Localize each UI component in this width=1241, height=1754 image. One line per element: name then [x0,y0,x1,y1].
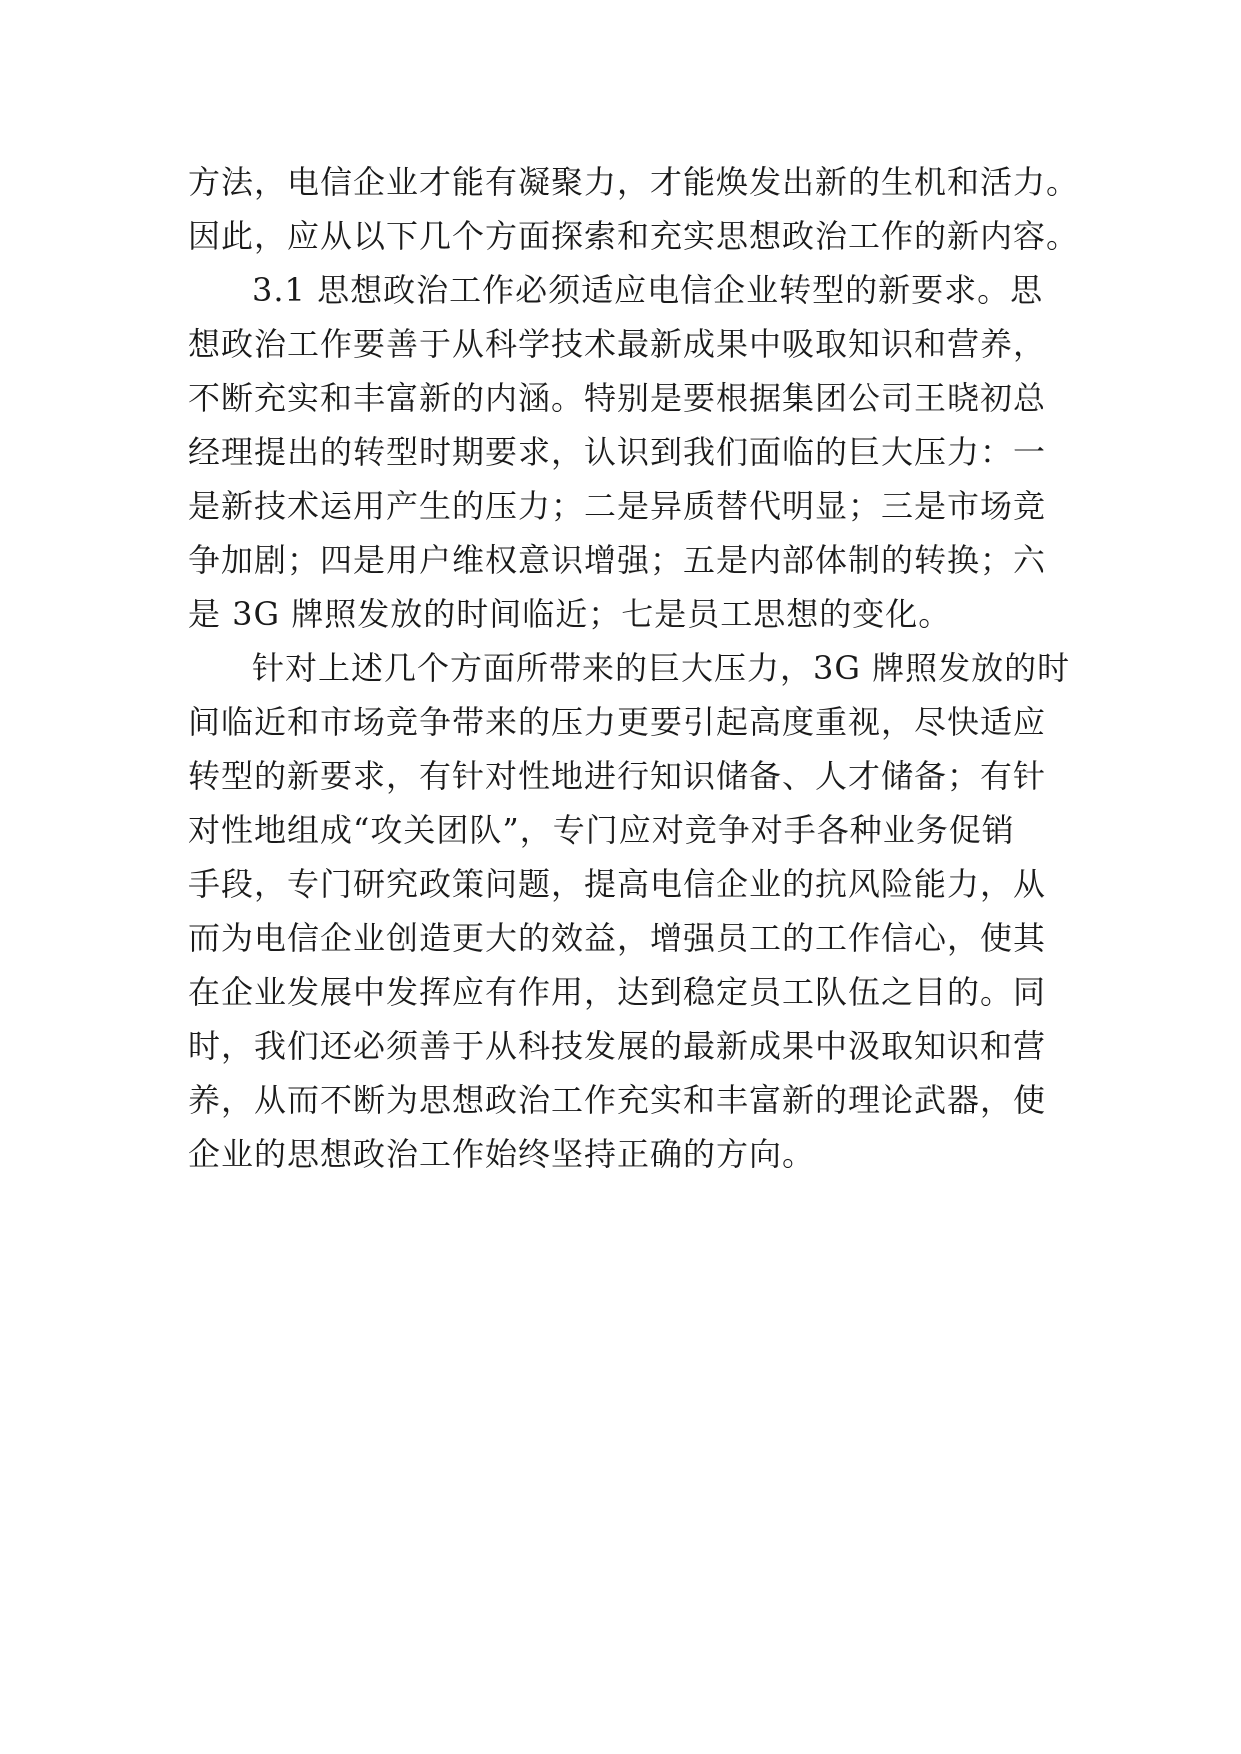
text-line: 经理提出的转型时期要求，认识到我们面临的巨大压力：一 [188,433,1047,471]
text-line: 不断充实和丰富新的内涵。特别是要根据集团公司王晓初总 [188,379,1047,417]
paragraph-start-line: 针对上述几个方面所带来的巨大压力，3G 牌照发放的时 [252,649,1071,687]
text-line: 对性地组成“攻关团队”，专门应对竞争对手各种业务促销 [188,811,1015,849]
text-line: 时，我们还必须善于从科技发展的最新成果中汲取知识和营 [188,1027,1047,1065]
text-line: 因此，应从以下几个方面探索和充实思想政治工作的新内容。 [188,217,1080,255]
text-line: 而为电信企业创造更大的效益，增强员工的工作信心，使其 [188,919,1047,957]
text-line: 手段，专门研究政策问题，提高电信企业的抗风险能力，从 [188,865,1047,903]
text-line: 想政治工作要善于从科学技术最新成果中吸取知识和营养， [188,325,1047,363]
text-line: 是新技术运用产生的压力；二是异质替代明显；三是市场竞 [188,487,1047,525]
text-line: 养，从而不断为思想政治工作充实和丰富新的理论武器，使 [188,1081,1047,1119]
text-line: 间临近和市场竞争带来的压力更要引起高度重视，尽快适应 [188,703,1047,741]
body-text [188,155,1088,1181]
text-line: 是 3G 牌照发放的时间临近；七是员工思想的变化。 [188,595,952,633]
text-line: 争加剧；四是用户维权意识增强；五是内部体制的转换；六 [188,541,1047,579]
text-line: 在企业发展中发挥应有作用，达到稳定员工队伍之目的。同 [188,973,1047,1011]
text-line: 转型的新要求，有针对性地进行知识储备、人才储备；有针 [188,757,1047,795]
text-line: 企业的思想政治工作始终坚持正确的方向。 [188,1135,816,1173]
section-heading-line: 3.1 思想政治工作必须适应电信企业转型的新要求。思 [252,271,1044,309]
text-line: 方法，电信企业才能有凝聚力，才能焕发出新的生机和活力。 [188,163,1080,201]
